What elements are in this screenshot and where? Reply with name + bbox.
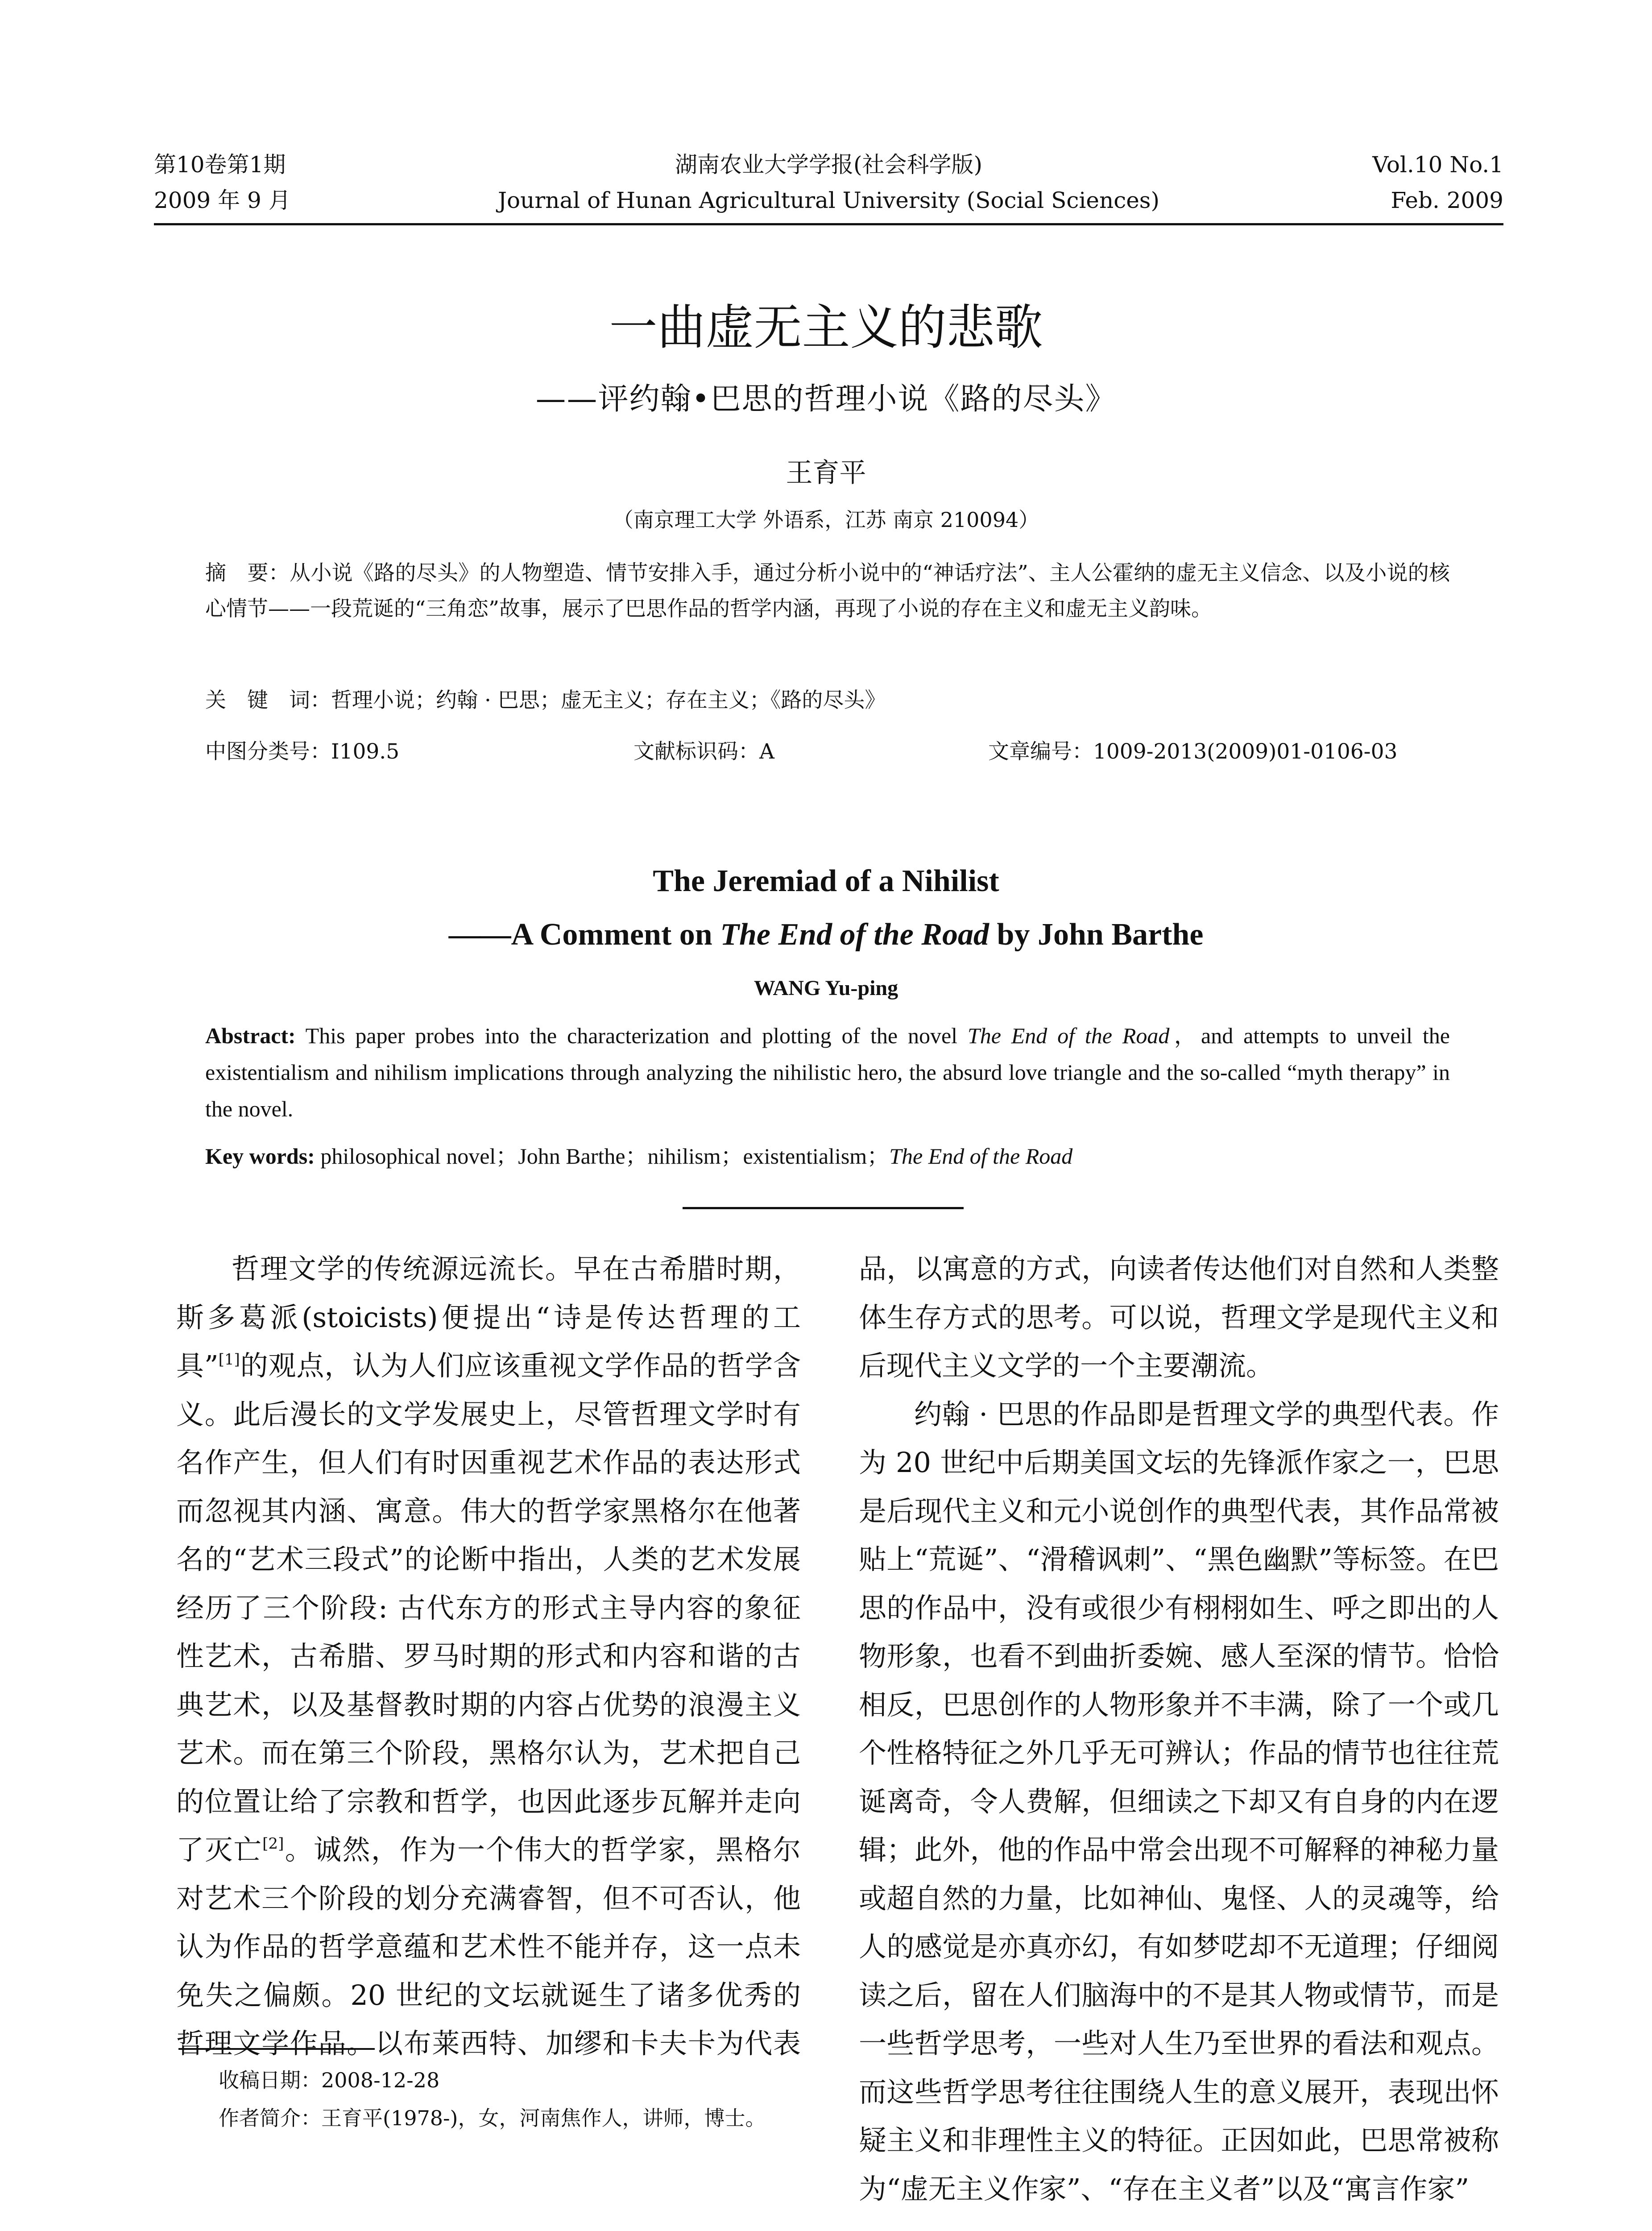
date-cn: 2009 年 9 月: [154, 187, 291, 213]
keywords-cn: [205, 683, 1450, 718]
abstract-label-cn: 摘 要：: [205, 561, 290, 585]
article-label: 文章编号：: [988, 739, 1093, 764]
keywords-label-en: Key words:: [205, 1144, 315, 1169]
abstract-en-part2: ，and attempts to unveil the existentialism and nihilism implications through analyzing the nihilistic hero, the absurd love triangle and the so-called “myth therapy” in the novel.: [205, 1023, 1450, 1121]
subtitle-en-suffix: by John Barthe: [989, 917, 1204, 952]
paper-subtitle-en: [0, 912, 1652, 957]
clc-number: [205, 734, 399, 770]
footnote-rule: [178, 2048, 375, 2050]
citation-2[interactable]: [2]: [262, 1835, 284, 1853]
abstract-text-cn: 从小说《路的尽头》的人物塑造、情节安排入手，通过分析小说中的“神话疗法”、主人公霍纳的虚无主义信念、以及小说的核心情节——一段荒诞的“三角恋”故事，展示了巴思作品的哲学内涵，再现了小说的存在主义和虚无主义韵味。: [205, 561, 1450, 621]
citation-1[interactable]: [1]: [218, 1351, 240, 1369]
abstract-en-book: The End of the Road: [967, 1023, 1170, 1048]
journal-name-en: Journal of Hunan Agricultural University (Social Sciences): [498, 187, 1159, 213]
document-code: [633, 734, 774, 770]
body-paragraph: 约翰 · 巴思的作品即是哲理文学的典型代表。作为 20 世纪中后期美国文坛的先锋派作家之一，巴思是后现代主义和元小说创作的典型代表，其作品常被贴上“荒诞”、“滑稽讽刺”、“黑色幽默”等标签。在巴思的作品中，没有或很少有栩栩如生、呼之即出的人物形象，也看不到曲折委婉、感人至深的情节。恰恰相反，巴思创作的人物形象并不丰满，除了一个或几个性格特征之外几乎无可辨认；作品的情节也往往荒诞离奇，令人费解，但细读之下却又有自身的内在逻辑；此外，他的作品中常会出现不可解释的神秘力量或超自然的力量，比如神仙、鬼怪、人的灵魂等，给人的感觉是亦真亦幻，有如梦呓却不无道理；仔细阅读之后，留在人们脑海中的不是其人物或情节，而是一些哲学思考，一些对人生乃至世界的看法和观点。而这些哲学思考往往围绕人生的意义展开，表现出怀疑主义和非理性主义的特征。正因如此，巴思常被称为“虚无主义作家”、“存在主义者”以及“寓言作家”: [859, 1397, 1499, 2204]
abstract-cn: [205, 556, 1450, 627]
body-text: 的观点，认为人们应该重视文学作品的哲学含义。此后漫长的文学发展史上，尽管哲理文学时有名作产生，但人们有时因重视艺术作品的表达形式而忽视其内涵、寓意。伟大的哲学家黑格尔在他著名的“艺术三段式”的论断中指出，人类的艺术发展经历了三个阶段: 古代东方的形式主导内容的象征性艺术，古希腊、罗马时期的形式和内容和谐的古典艺术，以及基督教时期的内容占优势的浪漫主义艺术。而在第三个阶段，黑格尔认为，艺术把自己的位置让给了宗教和哲学，也因此逐步瓦解并走向了灭亡: [176, 1349, 801, 1866]
clc-value: I109.5: [331, 739, 400, 764]
body-text: 哲理文学的传统源远流长。早在古希腊时期，斯多葛派(stoicists)便提出“诗是传达哲理的工具”: [176, 1252, 801, 1382]
classification-row: [205, 734, 1450, 770]
received-date: 收稿日期：2008-12-28: [219, 2068, 440, 2092]
volume-issue: 第10卷第1期: [154, 152, 286, 178]
subtitle-en-book: The End of the Road: [720, 917, 990, 952]
paper-title-cn: 一曲虚无主义的悲歌: [609, 300, 1043, 356]
body-paragraph: 品，以寓意的方式，向读者传达他们对自然和人类整体生存方式的思考。可以说，哲理文学是现代主义和后现代主义文学的一个主要潮流。: [859, 1252, 1499, 1382]
keywords-en: [205, 1138, 1450, 1174]
abstract-en: [205, 1017, 1450, 1127]
abstract-en-part1: This paper probes into the characterization and plotting of the novel: [295, 1023, 968, 1048]
body-column-left: [176, 1245, 801, 2068]
footnotes: [219, 2061, 825, 2137]
keywords-text-cn: 哲理小说；约翰 · 巴思；虚无主义；存在主义；《路的尽头》: [331, 688, 886, 713]
affiliation-cn: （南京理工大学 外语系，江苏 南京 210094）: [613, 508, 1039, 532]
doc-label: 文献标识码：: [633, 739, 759, 764]
keywords-label-cn: 关 键 词：: [205, 688, 331, 713]
keywords-en-text: philosophical novel；John Barthe；nihilism；existentialism；: [315, 1144, 890, 1169]
volume-en: Vol.10 No.1: [1372, 152, 1503, 178]
abstract-label-en: Abstract:: [205, 1023, 296, 1048]
journal-header: [154, 147, 1503, 225]
keywords-en-book: The End of the Road: [889, 1144, 1073, 1169]
body-column-right: [859, 1245, 1499, 2204]
doc-value: A: [759, 739, 774, 764]
journal-name-cn: 湖南农业大学学报(社会科学版): [675, 152, 982, 178]
date-en: Feb. 2009: [1391, 187, 1503, 213]
paper-title-en: The Jeremiad of a Nihilist: [653, 864, 999, 898]
author-bio: 作者简介：王育平(1978-)，女，河南焦作人，讲师，博士。: [219, 2106, 766, 2130]
subtitle-en-prefix: ——A Comment on: [448, 917, 720, 952]
clc-label: 中图分类号：: [205, 739, 331, 764]
article-value: 1009-2013(2009)01-0106-03: [1093, 739, 1398, 764]
author-cn: 王育平: [786, 457, 866, 489]
body-paragraph: [176, 1245, 801, 2068]
body-text: 。诚然，作为一个伟大的哲学家，黑格尔对艺术三个阶段的划分充满睿智，但不可否认，他认为作品的哲学意蕴和艺术性不能并存，这一点未免失之偏颇。20 世纪的文坛就诞生了诸多优秀的哲理文学作品。以布莱西特、加缪和卡夫卡为代表: [176, 1833, 801, 2060]
section-divider: [683, 1207, 964, 1209]
author-en: WANG Yu-ping: [754, 976, 898, 1000]
article-number: [988, 734, 1397, 770]
paper-subtitle-cn: ——评约翰•巴思的哲理小说《路的尽头》: [535, 382, 1117, 417]
